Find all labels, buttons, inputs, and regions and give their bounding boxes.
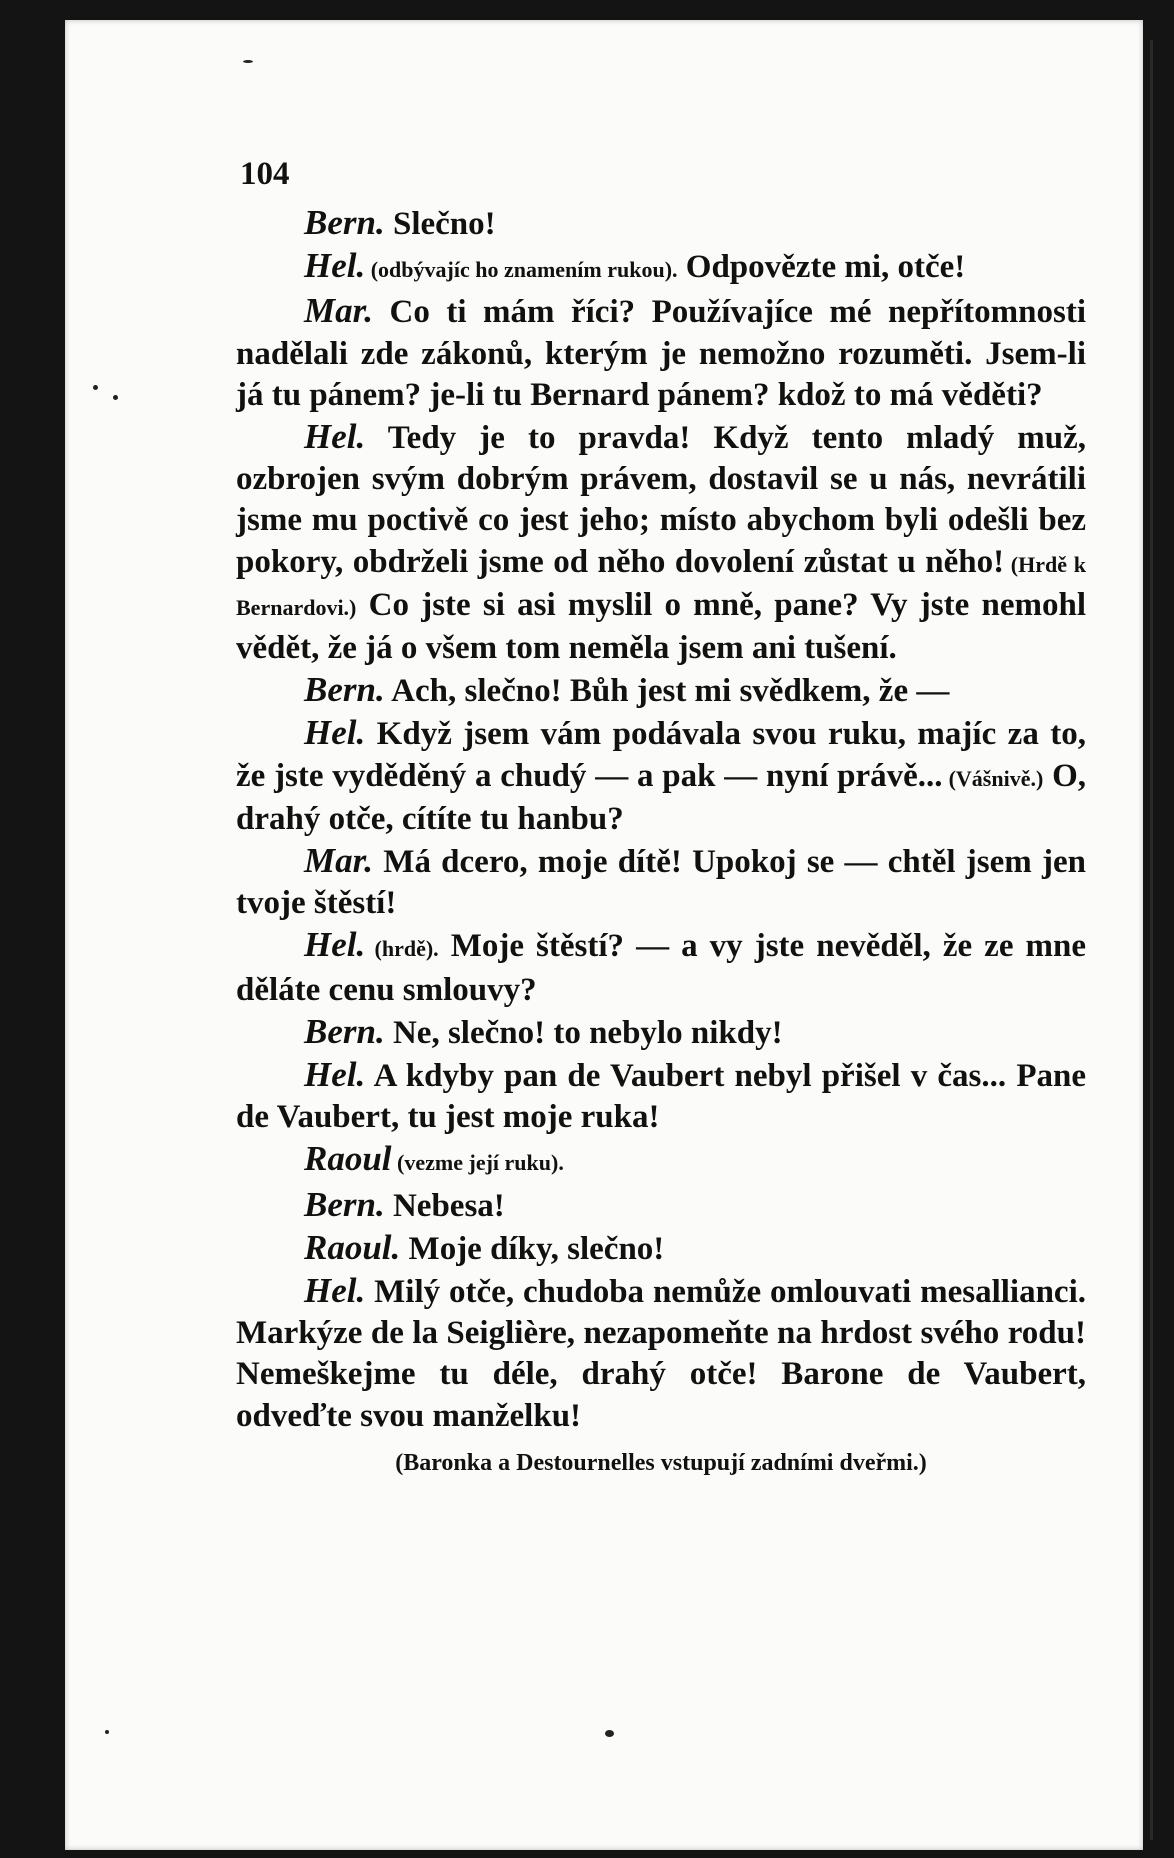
ink-speck bbox=[113, 395, 118, 400]
speech: A kdyby pan de Vaubert nebyl přišel v čas... Pane de Vaubert, tu jest moje ruka! bbox=[236, 1058, 1086, 1136]
speech: Co jste si asi myslil o mně, pane? Vy jste nemohl vědět, že já o všem tom neměla jsem ani tušení. bbox=[236, 586, 1086, 667]
dialogue-line bbox=[236, 1227, 1086, 1270]
dialogue-line bbox=[236, 924, 1086, 1010]
speech: Odpovězte mi, otče! bbox=[677, 249, 966, 286]
speech: Moje díky, slečno! bbox=[400, 1230, 665, 1267]
speaker: Raoul. bbox=[304, 1227, 401, 1267]
speech: Nebesa! bbox=[384, 1187, 505, 1224]
speech: Má dcero, moje dítě! Upokoj se — chtěl jsem jen tvoje štěstí! bbox=[236, 844, 1086, 922]
speech: Co ti mám říci? Používajíce mé nepřítomnosti nadělali zde zákonů, kterým je nemožno rozuměti. Jsem-li já tu pánem? je-li tu Bernard pánem? kdož to má věděti? bbox=[236, 294, 1086, 413]
dialogue-line bbox=[236, 669, 1086, 712]
speech: Když jsem vám podávala svou ruku, majíc za to, že jste vyděděný a chudý — a pak — nyní právě... bbox=[236, 716, 1086, 794]
page-edge-shadow bbox=[1150, 40, 1153, 1840]
stage-direction: (Vášnivě.) bbox=[942, 765, 1044, 791]
speaker: Hel. bbox=[304, 1271, 366, 1311]
dialogue-line bbox=[236, 1011, 1086, 1054]
speech: Ach, slečno! Bůh jest mi svědkem, že — bbox=[384, 673, 950, 710]
page-number: 104 bbox=[240, 156, 290, 192]
speech: Ne, slečno! to nebylo nikdy! bbox=[384, 1014, 783, 1051]
speech: O, drahý otče, cítíte tu hanbu? bbox=[236, 757, 1086, 837]
dialogue-line bbox=[236, 245, 1086, 290]
speaker: Hel. bbox=[304, 1055, 366, 1095]
speech: Tedy je to pravda! Když tento mladý muž, ozbrojen svým dobrým právem, dostavil se u nás, nevrátili jsme mu poctivě co jest jeho; místo abychom byli odešli bez pokory, obdrželi jsme od něho dovolení zůstat u něho! bbox=[236, 420, 1086, 580]
speech: Moje štěstí? — a vy jste nevěděl, že ze mne děláte cenu smlouvy? bbox=[236, 928, 1086, 1008]
speaker: Bern. bbox=[304, 203, 385, 242]
speaker: Bern. bbox=[304, 1011, 385, 1051]
dialogue-line bbox=[236, 202, 1086, 245]
dialogue-line bbox=[236, 1184, 1086, 1227]
speaker: Mar. bbox=[304, 291, 374, 331]
speaker: Hel. bbox=[304, 925, 366, 965]
closing-stage-direction: (Baronka a Destournelles vstupují zadními dveřmi.) bbox=[395, 1449, 927, 1476]
dialogue-line bbox=[236, 1270, 1086, 1437]
stage-direction: (vezme její ruku). bbox=[391, 1150, 564, 1176]
speaker: Raoul bbox=[304, 1139, 392, 1179]
ink-speck bbox=[243, 60, 253, 63]
ink-speck bbox=[605, 1730, 614, 1737]
speaker: Bern. bbox=[304, 1184, 385, 1224]
dialogue-line bbox=[236, 712, 1086, 840]
stage-direction: (odbývajíc ho znamením rukou). bbox=[365, 257, 678, 283]
dialogue-line bbox=[236, 1138, 1086, 1183]
dialogue-text bbox=[236, 202, 1086, 1484]
speech: Milý otče, chudoba nemůže omlouvati mesallianci. Markýze de la Seiglière, nezapomeňte na hrdost svého rodu! Nemeškejme tu déle, drahý otče! Barone de Vaubert, odveďte svou manželku! bbox=[236, 1274, 1086, 1434]
speaker: Hel. bbox=[304, 713, 366, 753]
ink-speck bbox=[105, 1730, 109, 1734]
dialogue-line bbox=[236, 1054, 1086, 1138]
speaker: Hel. bbox=[304, 246, 366, 286]
speaker: Bern. bbox=[304, 670, 385, 710]
ink-speck bbox=[93, 385, 98, 390]
stage-direction: (hrdě). bbox=[365, 936, 439, 962]
dialogue-line bbox=[236, 290, 1086, 416]
speech: Slečno! bbox=[384, 206, 496, 242]
speaker: Hel. bbox=[304, 417, 366, 457]
dialogue-line bbox=[236, 840, 1086, 924]
stage-direction: (Hrdě k Bernardovi.) bbox=[236, 551, 1086, 620]
speaker: Mar. bbox=[304, 841, 374, 881]
dialogue-line bbox=[236, 416, 1086, 669]
